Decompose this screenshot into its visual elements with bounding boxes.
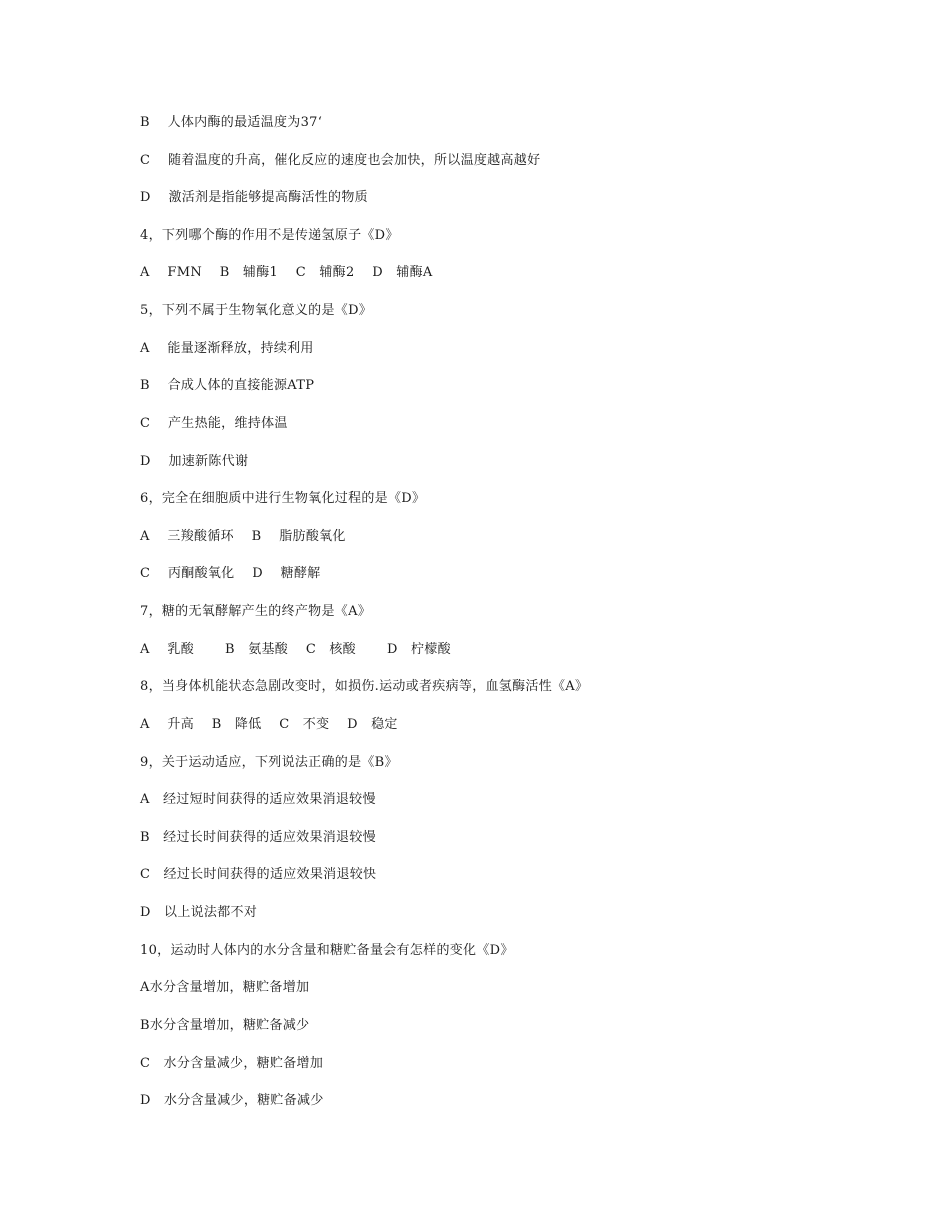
option-line: B 合成人体的直接能源ATP xyxy=(140,378,315,393)
option-line: B水分含量增加，糖贮备减少 xyxy=(140,1018,310,1033)
question-line: 10，运动时人体内的水分含量和糖贮备量会有怎样的变化《D》 xyxy=(140,943,514,958)
option-line: A水分含量增加，糖贮备增加 xyxy=(140,980,310,995)
question-line: 8，当身体机能状态急剧改变时，如损伤.运动或者疾病等，血氢酶活性《A》 xyxy=(140,679,589,694)
option-line: C 水分含量减少，糖贮备增加 xyxy=(140,1056,324,1071)
question-line: 4，下列哪个酶的作用不是传递氢原子《D》 xyxy=(140,228,399,243)
option-line: A 能量逐渐释放，持续利用 xyxy=(140,341,314,356)
question-line: 7，糖的无氧酵解产生的终产物是《A》 xyxy=(140,604,372,619)
option-line: A 乳酸 B 氨基酸 C 核酸 D 柠檬酸 xyxy=(140,642,451,657)
option-line: C 丙酮酸氧化 D 糖酵解 xyxy=(140,566,321,581)
option-line: A 经过短时间获得的适应效果消退较慢 xyxy=(140,792,376,807)
option-line: C 产生热能，维持体温 xyxy=(140,416,288,431)
option-line: D 加速新陈代谢 xyxy=(140,454,249,469)
option-line: A FMN B 辅酶1 C 辅酶2 D 辅酶A xyxy=(140,265,433,280)
question-line: 9，关于运动适应，下列说法正确的是《B》 xyxy=(140,755,398,770)
question-line: 5，下列不属于生物氧化意义的是《D》 xyxy=(140,303,373,318)
option-line: D 水分含量减少，糖贮备减少 xyxy=(140,1093,324,1108)
option-line: B 经过长时间获得的适应效果消退较慢 xyxy=(140,830,376,845)
option-line: D 以上说法都不对 xyxy=(140,905,258,920)
option-line: C 经过长时间获得的适应效果消退较快 xyxy=(140,867,377,882)
option-line: B 人体内酶的最适温度为37‘ xyxy=(140,115,323,130)
question-line: 6，完全在细胞质中进行生物氧化过程的是《D》 xyxy=(140,491,426,506)
option-line: A 三羧酸循环 B 脂肪酸氧化 xyxy=(140,529,346,544)
option-line: C 随着温度的升高，催化反应的速度也会加快，所以温度越高越好 xyxy=(140,153,541,168)
option-line: A 升高 B 降低 C 不变 D 稳定 xyxy=(140,717,398,732)
option-line: D 激活剂是指能够提高酶活性的物质 xyxy=(140,190,368,205)
